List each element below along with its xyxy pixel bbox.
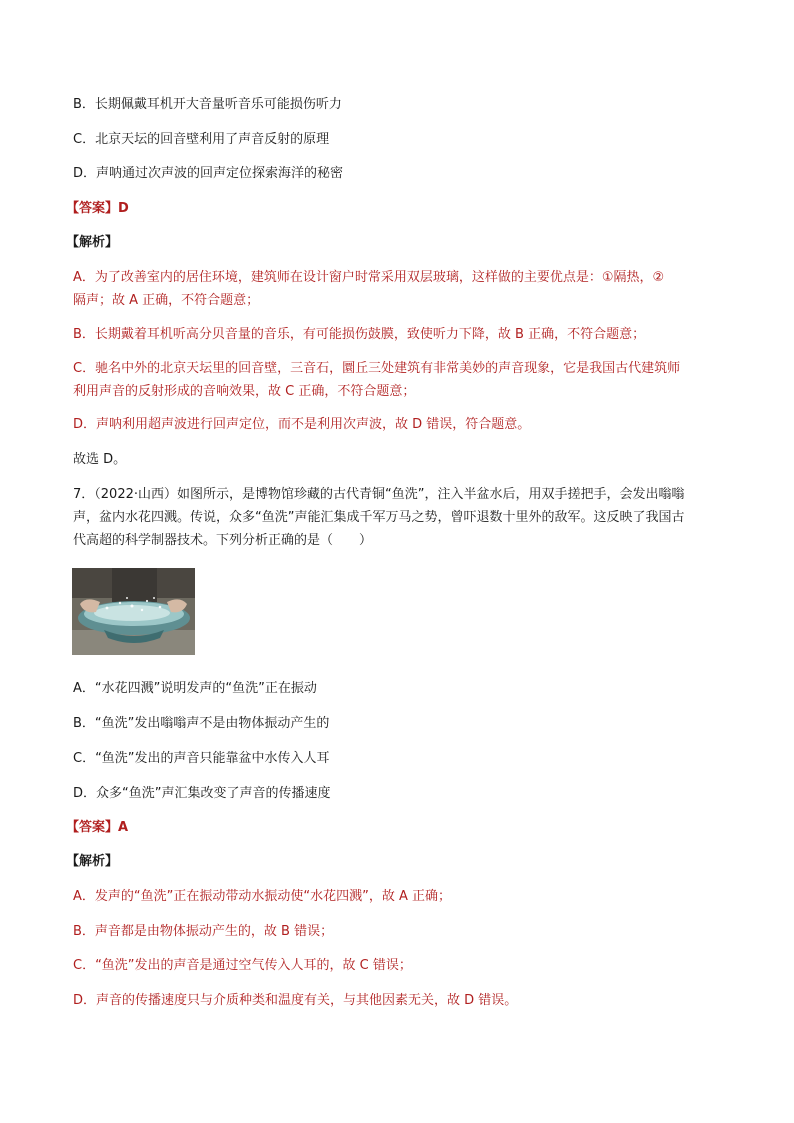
prev-answer: 【答案】D [66, 201, 129, 216]
fish-basin-photo [72, 568, 195, 655]
q7-option-b: B．“鱼洗”发出嗡嗡声不是由物体振动产生的 [73, 716, 330, 731]
prev-option-c: C．北京天坛的回音壁利用了声音反射的原理 [73, 132, 330, 147]
prev-option-d: D．声呐通过次声波的回声定位探索海洋的秘密 [73, 166, 344, 181]
q7-option-c: C．“鱼洗”发出的声音只能靠盆中水传入人耳 [73, 751, 330, 766]
q7-analysis-b: B．声音都是由物体振动产生的，故 B 错误； [73, 924, 334, 939]
q7-stem-line3: 代高超的科学制器技术。下列分析正确的是（ ） [73, 533, 373, 548]
q7-stem-line1: 7．（2022·山西）如图所示，是博物馆珍藏的古代青铜“鱼洗”，注入半盆水后，用双手搓把手，会发出嗡嗡 [73, 487, 685, 502]
prev-analysis-label: 【解析】 [66, 235, 119, 250]
prev-option-b: B．长期佩戴耳机开大音量听音乐可能损伤听力 [73, 97, 342, 112]
prev-analysis-c-line1: C．驰名中外的北京天坛里的回音壁，三音石，圜丘三处建筑有非常美妙的声音现象，它是我国古代建筑师 [73, 361, 681, 376]
prev-analysis-b: B．长期戴着耳机听高分贝音量的音乐，有可能损伤鼓膜，致使听力下降，故 B 正确，不符合题意； [73, 327, 646, 342]
prev-analysis-d: D．声呐利用超声波进行回声定位，而不是利用次声波，故 D 错误，符合题意。 [73, 417, 531, 432]
q7-analysis-a: A．发声的“鱼洗”正在振动带动水振动使“水花四溅”，故 A 正确； [73, 889, 451, 904]
q7-analysis-c: C．“鱼洗”发出的声音是通过空气传入人耳的，故 C 错误； [73, 958, 412, 973]
q7-stem-line2: 声，盆内水花四溅。传说，众多“鱼洗”声能汇集成千军万马之势，曾吓退数十里外的敌军。这反映了我国古 [73, 510, 685, 525]
q7-answer: 【答案】A [66, 820, 129, 835]
prev-analysis-c-line2: 利用声音的反射形成的音响效果，故 C 正确，不符合题意； [73, 384, 416, 399]
q7-analysis-d: D．声音的传播速度只与介质种类和温度有关，与其他因素无关，故 D 错误。 [73, 993, 518, 1008]
q7-option-a: A．“水花四溅”说明发声的“鱼洗”正在振动 [73, 681, 317, 696]
prev-analysis-a-line2: 隔声；故 A 正确，不符合题意； [73, 293, 260, 308]
prev-analysis-a-line1: A．为了改善室内的居住环境，建筑师在设计窗户时常采用双层玻璃，这样做的主要优点是：①隔热，② [73, 270, 665, 285]
q7-analysis-label: 【解析】 [66, 854, 119, 869]
prev-conclusion: 故选 D。 [73, 452, 127, 467]
q7-option-d: D．众多“鱼洗”声汇集改变了声音的传播速度 [73, 786, 331, 801]
